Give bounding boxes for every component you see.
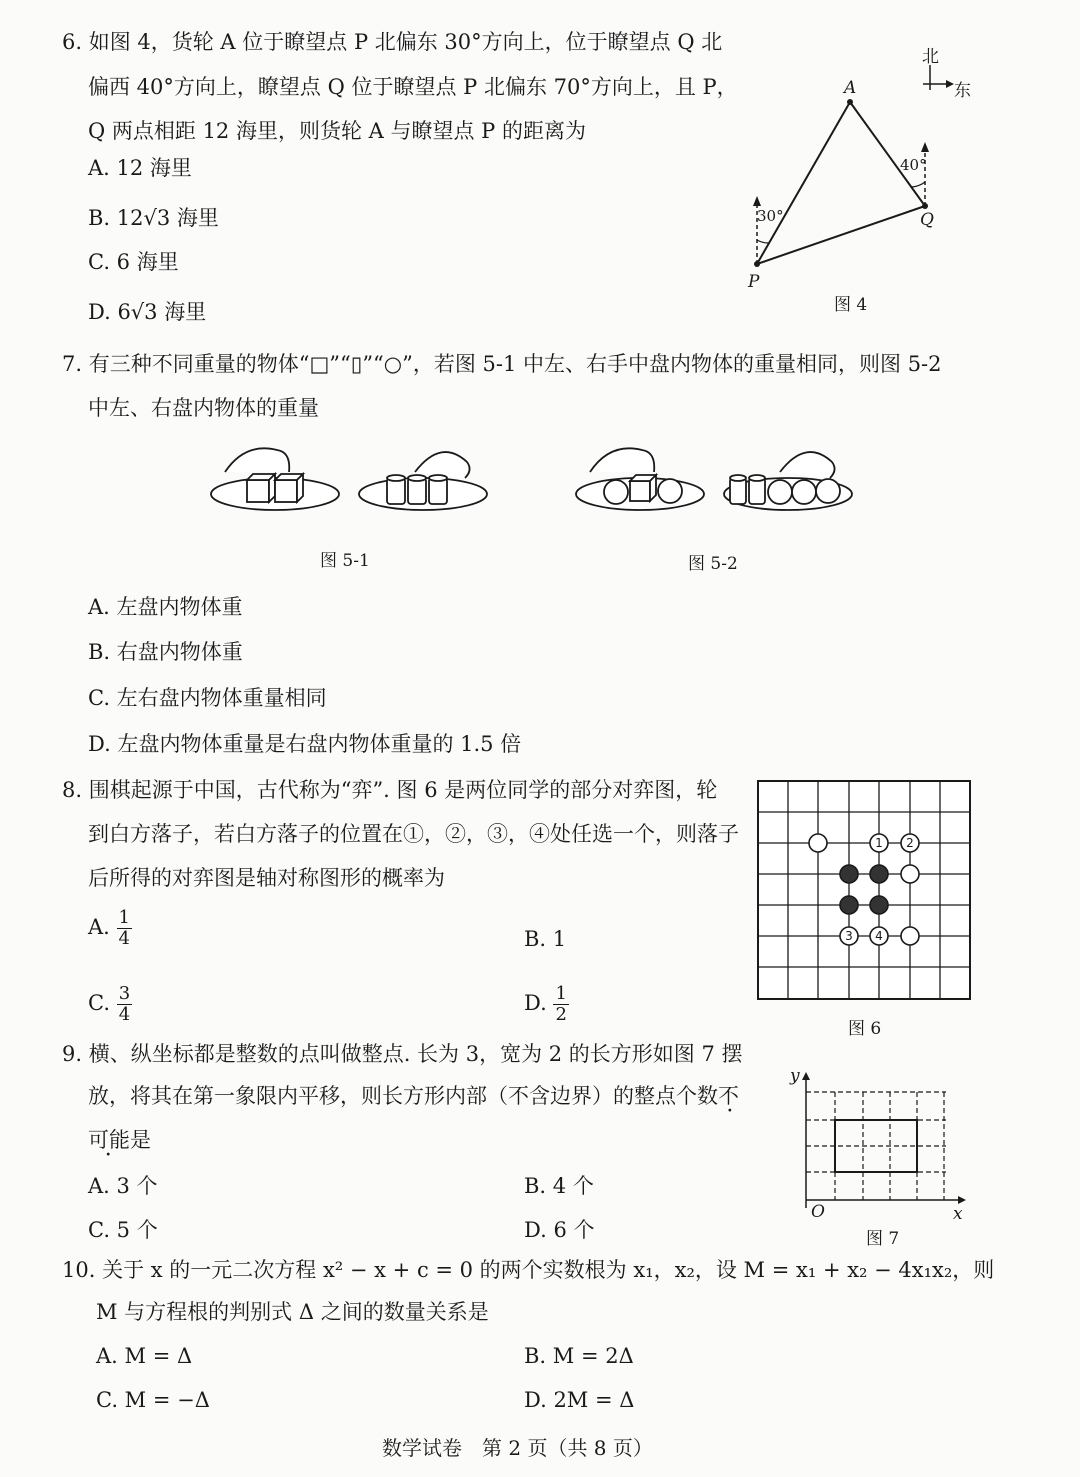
q10-option-d: D. 2M = Δ: [524, 1388, 635, 1412]
q9-line2: [88, 1082, 739, 1110]
figure-6-mark-2: 2: [906, 836, 914, 850]
q8-option-d-fraction: [553, 984, 568, 1025]
q6-option-a: A. 12 海里: [88, 156, 192, 180]
figure-4-point-p: P: [748, 272, 760, 292]
q6-line2: 偏西 40°方向上，瞭望点 Q 位于瞭望点 P 北偏东 70°方向上，且 P，: [88, 75, 738, 99]
q8-option-c-denominator: 4: [118, 1004, 131, 1025]
q8-option-c-label: C.: [88, 991, 110, 1015]
q8-option-d-label: D.: [524, 991, 547, 1015]
figure-5-2-plates: [570, 432, 870, 532]
q8-option-a-denominator: 4: [118, 928, 130, 949]
figure-7-y-label: y: [790, 1066, 800, 1086]
q8-option-a: [88, 908, 132, 949]
q9-line1: 9. 横、纵坐标都是整数的点叫做整点. 长为 3，宽为 2 的长方形如图 7 摆: [62, 1042, 743, 1066]
q6-option-d: D. 6√3 海里: [88, 300, 207, 324]
q8-option-d-numerator: 1: [555, 983, 567, 1004]
q9-option-c: C. 5 个: [88, 1218, 158, 1242]
q6-option-c: C. 6 海里: [88, 250, 179, 274]
figure-5-1-caption: 图 5-1: [320, 551, 370, 571]
q7-option-d: D. 左盘内物体重量是右盘内物体重量的 1.5 倍: [88, 732, 522, 756]
q7-line2: 中左、右盘内物体的重量: [88, 396, 319, 420]
q8-option-c: [88, 984, 132, 1025]
q10-option-b: B. M = 2Δ: [524, 1344, 634, 1368]
q6-line1: 6. 如图 4，货轮 A 位于瞭望点 P 北偏东 30°方向上，位于瞭望点 Q 北: [62, 30, 723, 54]
figure-4-angle-p: 30°: [757, 207, 784, 225]
figure-4-east-label: 东: [954, 81, 971, 101]
q9-line2-emphasis: 不: [718, 1084, 739, 1108]
q10-line1: 10. 关于 x 的一元二次方程 x² − x + c = 0 的两个实数根为 x₁，x₂，设 M = x₁ + x₂ − 4x₁x₂，则: [62, 1258, 995, 1282]
figure-6-mark-1: 1: [875, 836, 883, 850]
q8-line1: 8. 围棋起源于中国，古代称为“弈”. 图 6 是两位同学的部分对弈图，轮: [62, 778, 718, 802]
q9-option-b: B. 4 个: [524, 1174, 594, 1198]
q9-option-d: D. 6 个: [524, 1218, 595, 1242]
q9-line3: [88, 1126, 151, 1154]
figure-4-angle-q: 40°: [900, 156, 927, 174]
q8-option-c-numerator: 3: [118, 983, 131, 1004]
q8-option-a-fraction: [117, 908, 132, 949]
figure-5-1-plates: [205, 432, 505, 532]
q8-option-b: B. 1: [524, 927, 567, 951]
q8-option-c-fraction: [117, 984, 132, 1025]
q8-option-a-label: A.: [88, 915, 110, 939]
figure-7-x-label: x: [953, 1204, 963, 1224]
figure-6-go-board: [757, 780, 971, 1000]
q9-line3-emphasis: 可能: [88, 1128, 130, 1152]
q10-option-a: A. M = Δ: [96, 1344, 193, 1368]
figure-6-caption: 图 6: [848, 1019, 882, 1039]
figure-4-caption: 图 4: [834, 295, 868, 315]
q6-option-b: B. 12√3 海里: [88, 206, 219, 230]
q8-line3: 后所得的对弈图是轴对称图形的概率为: [88, 866, 445, 890]
q8-option-d-denominator: 2: [555, 1004, 567, 1025]
figure-7-caption: 图 7: [866, 1229, 900, 1249]
q10-line2: M 与方程根的判别式 Δ 之间的数量关系是: [96, 1300, 489, 1324]
q9-line2-text: 放，将其在第一象限内平移，则长方形内部（不含边界）的整点个数: [88, 1084, 718, 1108]
figure-7-origin-label: O: [811, 1202, 825, 1222]
q9-option-a: A. 3 个: [88, 1174, 158, 1198]
q8-option-a-numerator: 1: [118, 907, 130, 928]
figure-5-2-caption: 图 5-2: [688, 554, 738, 574]
page-footer: 数学试卷 第 2 页（共 8 页）: [382, 1436, 653, 1460]
figure-6-mark-4: 4: [875, 929, 883, 943]
figure-4-north-label: 北: [922, 47, 939, 67]
q9-line3-text: 是: [130, 1128, 151, 1152]
q7-option-c: C. 左右盘内物体重量相同: [88, 686, 327, 710]
q6-line3: Q 两点相距 12 海里，则货轮 A 与瞭望点 P 的距离为: [88, 119, 586, 143]
q8-line2: 到白方落子，若白方落子的位置在①，②，③，④处任选一个，则落子: [88, 822, 739, 846]
q7-option-a: A. 左盘内物体重: [88, 595, 243, 619]
q7-option-b: B. 右盘内物体重: [88, 640, 243, 664]
figure-4-diagram: [740, 40, 980, 300]
figure-6-mark-3: 3: [845, 929, 853, 943]
figure-4-point-a: A: [844, 78, 857, 98]
q10-option-c: C. M = −Δ: [96, 1388, 210, 1412]
figure-4-point-q: Q: [920, 210, 934, 230]
q7-line1: 7. 有三种不同重量的物体“□”“▯”“○”，若图 5-1 中左、右手中盘内物体的重量相同，则图 5-2: [62, 352, 942, 376]
q8-option-d: [524, 984, 569, 1025]
